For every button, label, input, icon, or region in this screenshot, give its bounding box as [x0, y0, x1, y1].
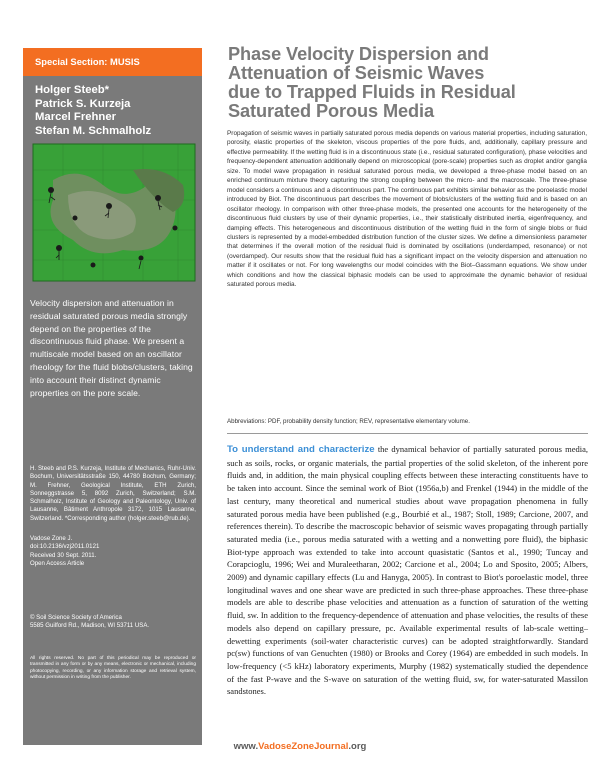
abbreviations: Abbreviations: PDF, probability density function; REV, representative elementary volume.	[227, 418, 470, 425]
author-name: Patrick S. Kurzeja	[35, 97, 131, 110]
body-paragraph: the dynamical behavior of partially saturated porous media, such as soils, rocks, or organic materials, the partial properties of the solid skeleton, of the inherent pore fluids and, in addition, the main physical coupling effects between these interacting constituents have to be taken into account. Since the seminal work of Biot (1956a,b) and Frenkel (1944) in the middle of the last century, many theoretical and numerical studies about wave propagation phenomena in fully saturated porous media have been published (e.g., Bourbié et al., 1987; Stoll, 1989; Carcione, 2007, and references therein). To describe the macroscopic behavior of seismic waves propagating through partially saturated media (i.e., porous media saturated with a wetting and a nonwetting pore fluid), the biphasic Biot-type approach was extended to take into account quasistatic (Santos et al., 1990; Tuncay and Corapcioglu, 1996; Wei and Muraleetharan, 2002; Carcione et al., 2004; Lo and Sposito, 2005; Albers, 2009) and dynamic capillary effects (Lu and Hanyga, 2005). In contrast to Biot's poroelastic model, three longitudinal waves and one shear wave are predicted in such three-phase approaches. These three-phase models are able to describe phase velocities and attenuation as a function of saturation of the wetting fluid, sw. In addition to the frequency-dependence of attenuation and phase velocities, the results of these models also depend on capillary pressure, pc. Available experimental results of lab-scale wetting–dewetting experiments (soil-water characteristic curves) can be adopted straightforwardly. Standard pc(sw) functions of van Genuchten (1980) or Brooks and Corey (1964) are embedded in such models. In low-frequency (<5 kHz) laboratory experiments, Murphy (1982) systematically studied the dependence of the fast P-wave and the S-wave on saturation of the wetting fluid, sw, for water-saturated Massilon sandstones.	[227, 444, 589, 697]
author-affiliations: H. Steeb and P.S. Kurzeja, Institute of Mechanics, Ruhr-Univ. Bochum, Universitätsstraße 150, 44780 Bochum, Germany; M. Frehner, Geological Institute, ETH Zurich, Sonneggstrasse 5, 8092 Zurich, Switzerland; S.M. Schmalholz, Institute of Geology and Paleontology, Univ. of Lausanne, Bâtiment Anthropole 3172, 1015 Lausanne, Switzerland. *Corresponding author (holger.steeb@rub.de).	[30, 465, 196, 522]
footer-www: www.	[233, 741, 259, 752]
footer-brand: VadoseZoneJournal	[258, 741, 349, 752]
author-list	[35, 84, 200, 138]
cover-illustration	[23, 140, 202, 283]
article-info	[30, 535, 196, 568]
author-name: Marcel Frehner	[35, 111, 116, 123]
title-line: Saturated Porous Media	[228, 101, 434, 121]
title-line: Attenuation of Seismic Waves	[228, 63, 485, 83]
received-date: Received 30 Sept. 2011.	[30, 551, 97, 559]
lead-in: To understand and characterize	[227, 444, 375, 455]
title-line: due to Trapped Fluids in Residual	[228, 82, 516, 102]
footer-url[interactable]	[0, 741, 600, 752]
journal-name: Vadose Zone J.	[30, 535, 73, 542]
divider	[227, 433, 588, 434]
abstract: Propagation of seismic waves in partially saturated porous media depends on various material properties, including saturation, porosity, elastic properties of the skeleton, viscous properties of the pore fluids, and, additionally, capillary pressure and effective permeability. If the wetting fluid is in a discontinuous state (i.e., residual saturated configuration), phase velocities and frequency-dependent attenuation additionally depend on microscopical (pore-scale) properties such as droplet and/or ganglia size. To model wave propagation in residual saturated porous media, we developed a three-phase model based on an enriched continuum mixture theory capturing the strong coupling between the micro- and the macroscale. The three-phase model considers a continuous and a discontinuous part. The continuous part exhibits similar behavior as the poroelastic model introduced by Biot. The discontinuous part describes the movement of blobs/clusters of the wetting fluid and is based on an oscillator rheology. In comparison with other three-phase models, the presented one accounts for the heterogeneity of the discontinuous fluid clusters by use of their dynamic properties, i.e., their statistically distributed inertia, eigenfrequency, and damping effects. This heterogeneous and discontinuous distribution of the wetting fluid in the form of single blobs or fluid clusters is represented by a model-embedded distribution function of the cluster sizes. We define a dimensionless parameter that determines if the overall motion of the residual fluid is dominated by oscillations (underdamped, resonance) or not (overdamped). Our results show that the residual fluid has a significant impact on the velocity dispersion and attenuation no matter if it oscillates or not. For long wavelengths our model coincides with the Biot–Gassmann equations. We show under which conditions and how the classical biphasic models can be used to approximate the dynamic behavior of residual saturated porous media.	[227, 130, 587, 289]
copyright-address: 5585 Guilford Rd., Madison, WI 53711 USA.	[30, 622, 150, 630]
copyright-notice: All rights reserved. No part of this periodical may be reproduced or transmitted in any form or by any means, electronic or mechanical, including photocopying, recording, or any information storage and retrieval system, without permission in writing from the publisher.	[30, 656, 196, 681]
copyright-line: © Soil Science Society of America	[30, 614, 122, 621]
copyright	[30, 614, 196, 631]
author-name: Stefan M. Schmalholz	[35, 124, 152, 137]
footer-org: .org	[348, 741, 367, 752]
paper-title	[228, 45, 588, 121]
access-status: Open Access Article	[30, 559, 85, 567]
section-label: Special Section: MUSIS	[23, 48, 202, 76]
doi: doi:10.2136/vzj2011.0121	[30, 543, 100, 551]
body-text	[227, 443, 588, 698]
summary-text: Velocity dispersion and attenuation in residual saturated porous media strongly depend on the properties of the discontinuous fluid phase. We present a multiscale model based on an oscillator rheology for the fluid blobs/clusters, taking into account their distinct dynamic properties on the pore scale.	[30, 298, 193, 398]
author-name: Holger Steeb*	[35, 84, 110, 96]
title-line: Phase Velocity Dispersion and	[228, 44, 489, 64]
